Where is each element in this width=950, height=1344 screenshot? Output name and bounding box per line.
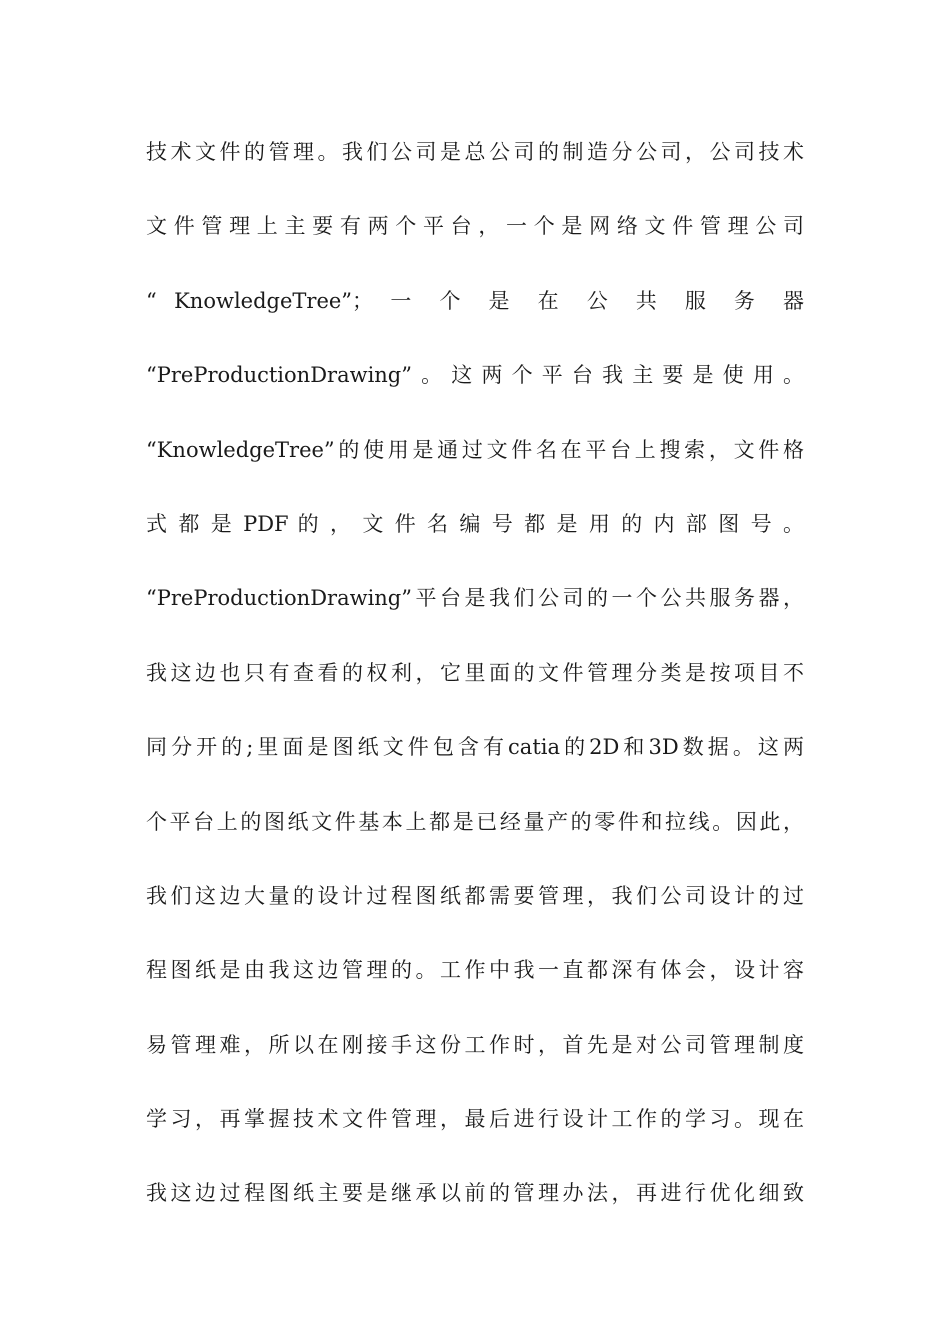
- text-line-3: “ KnowledgeTree”； 一 个 是 在 公 共 服 务 器: [146, 288, 804, 313]
- text-line-13: 易管理难，所以在刚接手这份工作时，首先是对公司管理制度: [146, 1032, 804, 1057]
- text-line-12: 程图纸是由我这边管理的。工作中我一直都深有体会，设计容: [146, 958, 804, 983]
- text-line-1: 技术文件的管理。我们公司是总公司的制造分公司，公司技术: [146, 140, 804, 164]
- text-line-15: 我这边过程图纸主要是继承以前的管理办法，再进行优化细致: [146, 1181, 804, 1206]
- text-line-14: 学习，再掌握技术文件管理，最后进行设计工作的学习。现在: [146, 1107, 804, 1132]
- text-line-11: 我们这边大量的设计过程图纸都需要管理，我们公司设计的过: [146, 883, 804, 908]
- body-text: [146, 130, 804, 1246]
- text-line-8: 我这边也只有查看的权利，它里面的文件管理分类是按项目不: [146, 660, 804, 685]
- text-line-7: “PreProductionDrawing”平台是我们公司的一个公共服务器，: [146, 586, 804, 611]
- text-line-10: 个平台上的图纸文件基本上都是已经量产的零件和拉线。因此，: [146, 809, 804, 834]
- text-line-5: “KnowledgeTree”的使用是通过文件名在平台上搜索，文件格: [146, 437, 804, 462]
- text-line-4: “PreProductionDrawing”。这两个平台我主要是使用。: [146, 363, 804, 388]
- text-line-9: 同分开的;里面是图纸文件包含有catia的2D和3D数据。这两: [146, 735, 804, 760]
- text-line-6: 式 都 是 PDF 的 ， 文 件 名 编 号 都 是 用 的 内 部 图 号 。: [146, 511, 804, 536]
- text-line-2: 文件管理上主要有两个平台，一个是网络文件管理公司: [146, 214, 804, 239]
